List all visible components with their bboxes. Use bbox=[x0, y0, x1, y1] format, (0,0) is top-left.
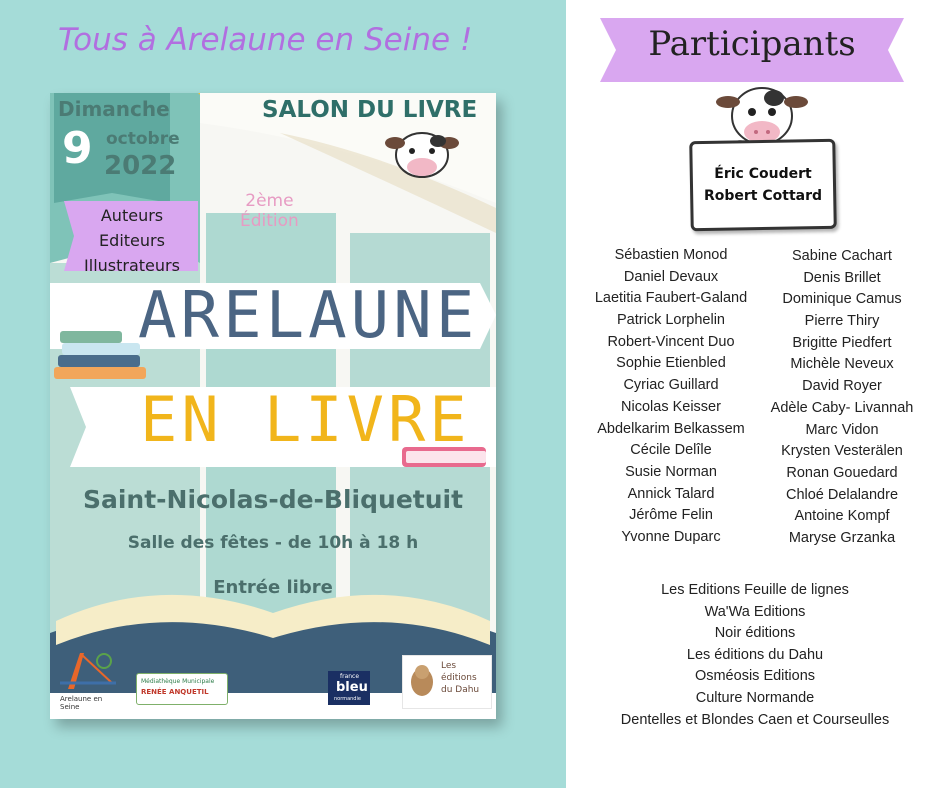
featured-participant: Robert Cottard bbox=[703, 188, 823, 204]
event-year: 2022 bbox=[104, 151, 177, 181]
participant-name: David Royer bbox=[802, 378, 882, 395]
participant-name: Marc Vidon bbox=[805, 421, 879, 438]
participant-name: Sabine Cachart bbox=[792, 248, 892, 264]
participant-name: Pierre Thiry bbox=[804, 313, 880, 330]
participant-name: Abdelkarim Belkassem bbox=[597, 420, 745, 437]
event-venue: Salle des fêtes - de 10h à 18 h bbox=[127, 533, 419, 553]
event-entry: Entrée libre bbox=[213, 577, 333, 598]
participant-name: Dominique Camus bbox=[782, 291, 902, 308]
participant-name: Maryse Grzanka bbox=[788, 529, 896, 546]
salon-title: SALON DU LIVRE bbox=[262, 97, 478, 123]
participant-name: Patrick Lorphelin bbox=[617, 312, 725, 329]
event-poster bbox=[50, 93, 496, 719]
participant-name: Daniel Devaux bbox=[623, 268, 719, 285]
participant-name: Susie Norman bbox=[625, 463, 717, 480]
bridge-icon bbox=[60, 649, 116, 691]
participants-column-right bbox=[760, 246, 924, 550]
publisher-name: Osméosis Editions bbox=[694, 668, 816, 685]
publisher-name: Noir éditions bbox=[714, 625, 796, 642]
participants-heading: Participants bbox=[648, 24, 856, 64]
participants-column-left bbox=[576, 245, 766, 549]
publisher-name: Dentelles et Blondes Caen et Courseulles bbox=[620, 711, 890, 728]
dahu-logo: Les éditions du Dahu bbox=[402, 655, 492, 709]
publishers-list bbox=[580, 580, 930, 731]
participant-name: Yvonne Duparc bbox=[621, 528, 721, 545]
dahu-icon bbox=[407, 662, 437, 702]
event-city: Saint-Nicolas-de-Bliquetuit bbox=[82, 485, 464, 514]
participant-name: Robert-Vincent Duo bbox=[607, 333, 735, 350]
publisher-name: Les éditions du Dahu bbox=[686, 646, 824, 663]
participant-name: Michèle Neveux bbox=[790, 356, 894, 373]
featured-participant: Éric Coudert bbox=[714, 166, 812, 182]
participant-name: Chloé Delalandre bbox=[785, 486, 899, 503]
publisher-name: Wa'Wa Editions bbox=[704, 603, 806, 620]
event-day-number: 9 bbox=[62, 123, 93, 174]
event-month: octobre bbox=[106, 129, 180, 149]
participant-name: Adèle Caby- Livannah bbox=[770, 399, 914, 416]
participant-name: Sébastien Monod bbox=[614, 247, 728, 263]
event-day-label: Dimanche bbox=[58, 97, 170, 121]
participant-name: Cécile Delîle bbox=[630, 442, 712, 459]
participant-name: Antoine Kompf bbox=[794, 508, 890, 525]
mediatheque-logo: Médiathèque Municipale RENÉE ANQUETIL bbox=[136, 673, 228, 705]
participant-name: Brigitte Piedfert bbox=[792, 334, 892, 351]
publisher-name: Culture Normande bbox=[695, 689, 815, 706]
participant-name: Laetitia Faubert-Galand bbox=[594, 290, 748, 307]
participant-name: Krysten Vesterälen bbox=[781, 443, 903, 460]
event-title-line1: ARELAUNE bbox=[138, 279, 479, 353]
event-title-line2: EN LIVRE bbox=[140, 383, 471, 456]
tagline: Tous à Arelaune en Seine ! bbox=[58, 22, 473, 58]
participant-name: Ronan Gouedard bbox=[786, 464, 898, 481]
edition-label: 2ème Édition bbox=[240, 191, 299, 231]
participant-name: Nicolas Keisser bbox=[621, 398, 721, 415]
participant-name: Sophie Etienbled bbox=[616, 355, 726, 372]
participant-name: Denis Brillet bbox=[803, 269, 881, 286]
featured-sign bbox=[689, 139, 837, 232]
participant-name: Annick Talard bbox=[627, 485, 715, 502]
participant-name: Cyriac Guillard bbox=[623, 377, 719, 394]
france-bleu-logo: france bleu normandie bbox=[328, 671, 370, 705]
participant-name: Jérôme Felin bbox=[629, 507, 713, 524]
publisher-name: Les Editions Feuille de lignes bbox=[661, 582, 849, 598]
participant-roles: Auteurs Editeurs Illustrateurs bbox=[84, 206, 180, 275]
arelaune-logo: Arelaune en Seine bbox=[60, 649, 116, 707]
